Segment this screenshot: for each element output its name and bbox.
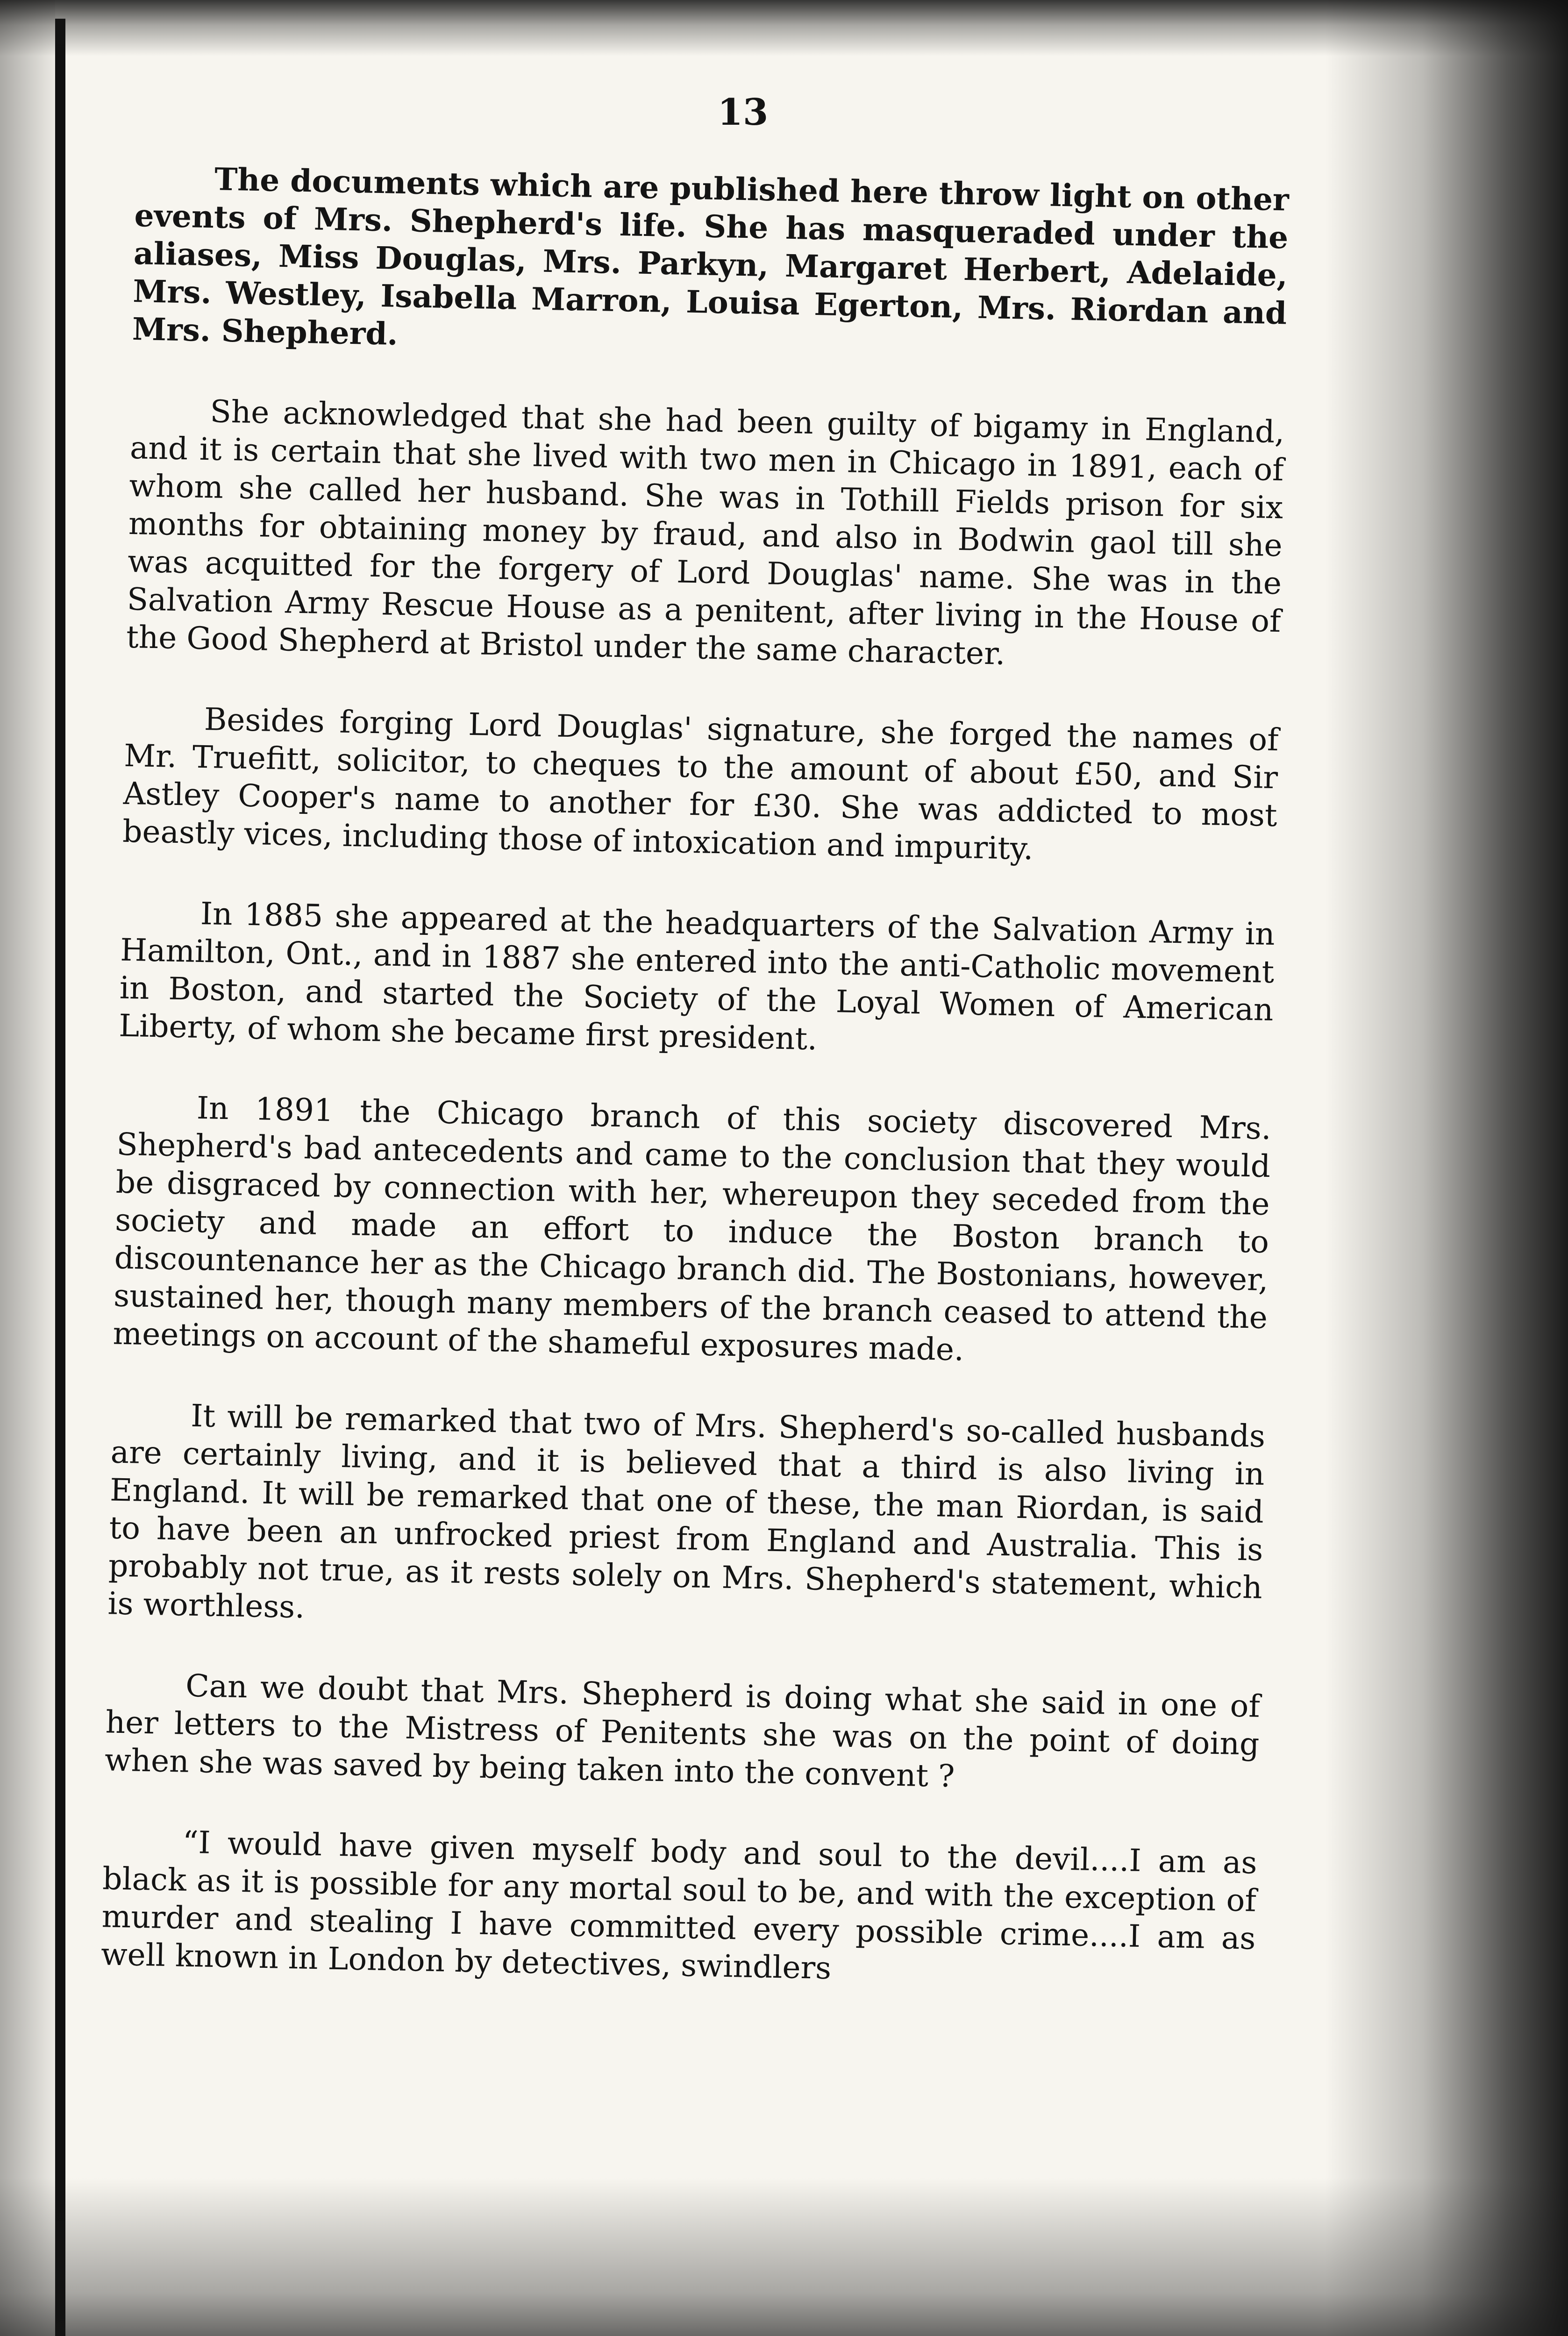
paragraph-aliases: The documents which are published here throw light on other events of Mrs. Shepherd's life. She has masqueraded under the aliases, Miss Douglas, Mrs. Parkyn, Margaret Herbert, Adelaide, Mrs. Westley, Isabella Marron, Louisa Egerton, Mrs. Riordan and Mrs. Shepherd.: [132, 161, 1290, 352]
paragraph-doubt: Can we doubt that Mrs. Shepherd is doing what she said in one of her letters to the Mistress of Penitents she was on the point of doing when she was saved by being taken into the convent ?: [104, 1667, 1261, 1795]
paragraph-husbands: It will be remarked that two of Mrs. Shepherd's so-called husbands are certainly living, and it is believed that a third is also living in England. It will be remarked that one of these, the man Riordan, is said to have been an unfrocked priest from England and Australia. This is probably not true, as it rests solely on Mrs. Shepherd's statement, which is worthless.: [107, 1397, 1266, 1625]
paragraph-1891: In 1891 the Chicago branch of this society discovered Mrs. Shepherd's bad antecedents and came to the conclusion that they would be disgraced by connection with her, whereupon they seceded from the society and made an effort to induce the Boston branch to discountenance her as the Chicago branch did. The Bostonians, however, sustained her, though many members of the branch ceased to attend the meetings on account of the shameful exposures made.: [112, 1090, 1272, 1368]
paragraph-bigamy: She acknowledged that she had been guilty of bigamy in England, and it is certain that she lived with two men in Chicago in 1891, each of whom she called her husband. She was in Tothill Fields prison for six months for obtaining money by fraud, and also in Bodwin gaol till she was acquitted for the forgery of Lord Douglas' name. She was in the Salvation Army Rescue House as a penitent, after living in the House of the Good Shepherd at Bristol under the same character.: [126, 393, 1285, 672]
paragraph-forgery: Besides forging Lord Douglas' signature, she forged the names of Mr. Truefitt, solicitor, to cheques to the amount of about £50, and Sir Astley Cooper's name to another for £30. She was addicted to most beastly vices, including those of intoxication and impurity.: [122, 701, 1279, 867]
page-number: 13: [717, 91, 769, 134]
body-text: [100, 159, 1289, 1995]
page-bottom-shadow: [0, 2178, 1568, 2336]
paragraph-1885: In 1885 she appeared at the headquarters of the Salvation Army in Hamilton, Ont., and in 1887 she entered into the anti-Catholic movement in Boston, and started the Society of the Loyal Women of American Liberty, of whom she became first president.: [118, 895, 1276, 1057]
paragraph-quote: “I would have given myself body and soul to the devil....I am as black as it is possible for any mortal soul to be, and with the exception of murder and stealing I have committed every possible crime....I am as well known in London by detectives, swindlers: [100, 1824, 1258, 1987]
page-right-shadow: [1325, 0, 1568, 2336]
binding-edge-line: [55, 19, 65, 2336]
page-left-shadow: [0, 0, 55, 2336]
